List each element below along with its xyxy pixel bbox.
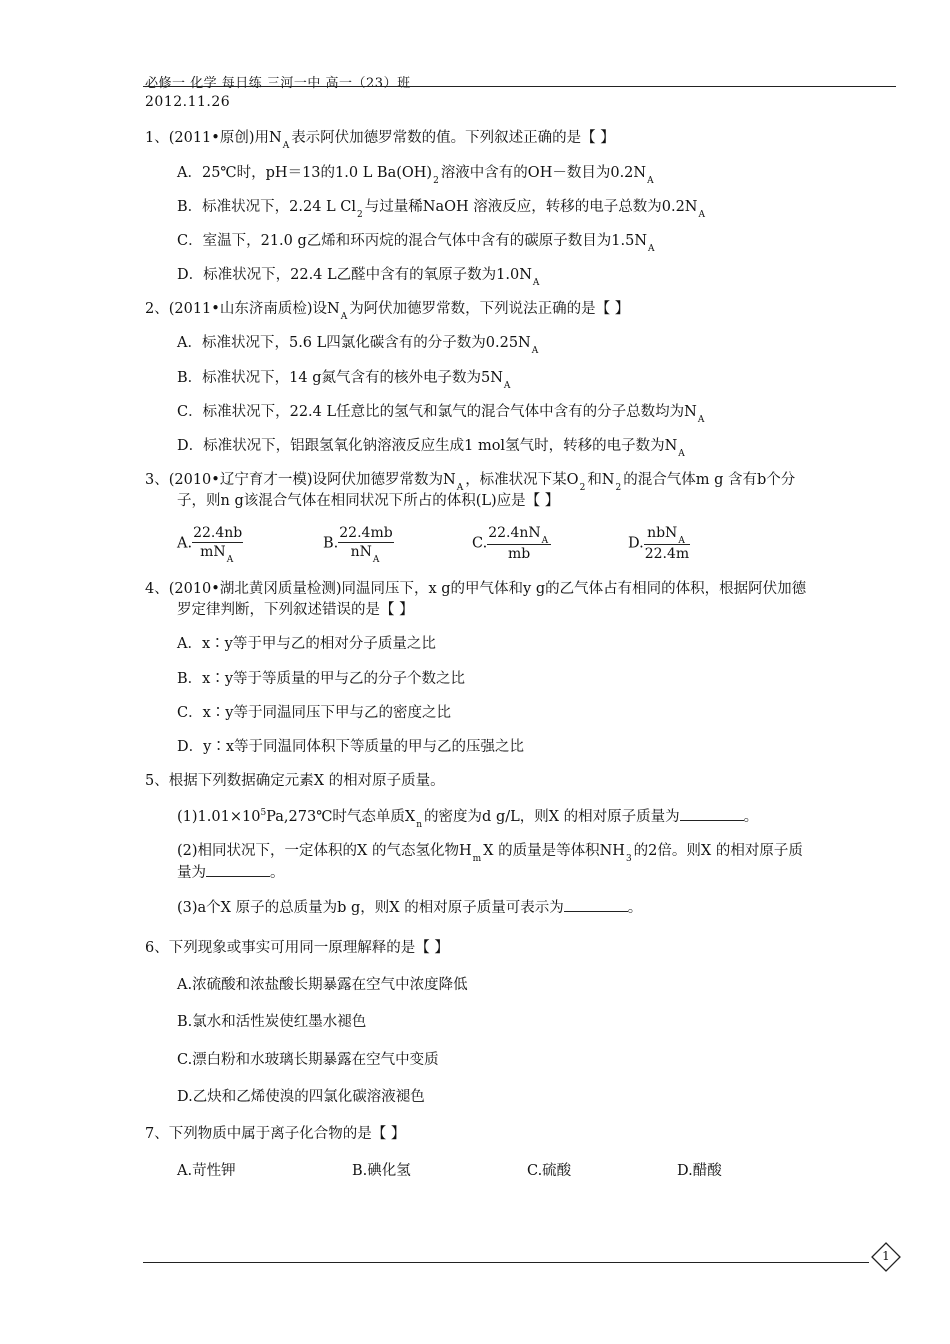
q4-option-b: B．x∶y等于等质量的甲与乙的分子个数之比 <box>177 671 466 687</box>
q3-option-d: D. $\frac{nbN_A}{22.4m}$ <box>628 525 690 562</box>
q1-option-b: B．标准状况下，2.24 L $Cl_2$ 与过量稀NaOH 溶液反应，转移的电子总数为$0.2N_A$ <box>177 199 705 220</box>
page-number: 1 <box>882 1249 890 1263</box>
q3-option-b: B. $\frac{22.4mb}{nN_A}$ <box>323 525 393 565</box>
q1-stem: 1、(2011•原创)用$N_A$ 表示阿伏加德罗常数的值。下列叙述正确的是【 】 <box>145 130 615 151</box>
q4-option-c: C．x∶y等于同温同压下甲与乙的密度之比 <box>177 705 451 721</box>
q7-option-c: C.硫酸 <box>527 1163 572 1179</box>
q5-part1-blank[interactable] <box>680 806 744 821</box>
header-date: 2012.11.26 <box>145 94 231 110</box>
q6-option-c: C.漂白粉和水玻璃长期暴露在空气中变质 <box>177 1052 439 1068</box>
q5-part3: (3)a个X 原子的总质量为b g，则X 的相对原子质量可表示为 。 <box>177 897 642 918</box>
q7-option-b: B.碘化氢 <box>352 1163 411 1179</box>
q3-stem-line1: 3、(2010•辽宁育才一模)设阿伏加德罗常数为$N_A$ ，标准状况下某$O_2$ 和$N_2$ 的混合气体m g 含有b个分 <box>145 472 796 493</box>
q7-option-a: A.苛性钾 <box>177 1163 236 1179</box>
q7-option-d: D.醋酸 <box>677 1163 722 1179</box>
q4-stem-line2: 罗定律判断，下列叙述错误的是【 】 <box>177 602 414 618</box>
page-number-badge <box>871 1242 901 1272</box>
q7-stem: 7、下列物质中属于离子化合物的是【 】 <box>145 1126 406 1142</box>
q6-option-d: D.乙炔和乙烯使溴的四氯化碳溶液褪色 <box>177 1089 425 1105</box>
q6-option-b: B.氯水和活性炭使红墨水褪色 <box>177 1014 367 1030</box>
q5-part1: $(1)1.01\times 10^5Pa,273℃$时气态单质$X_n$ 的密度为d g/L，则X 的相对原子质量为 。 <box>177 808 759 830</box>
q5-part3-blank[interactable] <box>564 897 628 912</box>
q3-stem-line2: 子，则n g该混合气体在相同状况下所占的体积(L)应是【 】 <box>177 493 560 509</box>
q2-stem: 2、(2011•山东济南质检)设$N_A$ 为阿伏加德罗常数，下列说法正确的是【 】 <box>145 301 630 322</box>
footer-rule <box>143 1262 869 1263</box>
q6-option-a: A.浓硫酸和浓盐酸长期暴露在空气中浓度降低 <box>177 977 468 993</box>
q6-stem: 6、下列现象或事实可用同一原理解释的是【 】 <box>145 940 449 956</box>
q5-part2-line1: (2)相同状况下，一定体积的X 的气态氢化物$H_m$ X 的质量是等体积$NH_3$ 的2倍。则X 的相对原子质 <box>177 843 803 864</box>
q5-part2-line2: 量为 。 <box>177 862 285 883</box>
q1-option-a: A．25℃时，pH＝13的1.0 L $Ba(OH)_2$ 溶液中含有的OH－数目为$0.2N_A$ <box>177 165 654 186</box>
header-title: 必修一 化学 每日练 三河一中 高一（23）班 <box>145 76 411 91</box>
q3-option-c: C. $\frac{22.4nN_A}{mb}$ <box>472 524 551 563</box>
q5-stem: 5、根据下列数据确定元素X 的相对原子质量。 <box>145 773 445 789</box>
q4-stem-line1: 4、(2010•湖北黄冈质量检测)同温同压下，x g的甲气体和y g的乙气体占有相同的体积，根据阿伏加德 <box>145 581 807 597</box>
q1-option-d: D．标准状况下，22.4 L乙醛中含有的氧原子数为$1.0N_A$ <box>177 267 540 288</box>
q4-option-a: A．x∶y等于甲与乙的相对分子质量之比 <box>177 636 436 652</box>
q2-option-c: C．标准状况下，22.4 L任意比的氢气和氯气的混合气体中含有的分子总数均为$N_A$ <box>177 404 705 425</box>
q3-option-a: A. $\frac{22.4nb}{mN_A}$ <box>177 525 243 565</box>
q4-option-d: D．y∶x等于同温同体积下等质量的甲与乙的压强之比 <box>177 739 524 755</box>
q5-part2-blank[interactable] <box>206 862 270 877</box>
q2-option-b: B．标准状况下，14 g氮气含有的核外电子数为$5N_A$ <box>177 370 511 391</box>
q2-option-d: D．标准状况下，铝跟氢氧化钠溶液反应生成1 mol氢气时，转移的电子数为$N_A$ <box>177 438 685 459</box>
header-rule <box>143 86 896 87</box>
q2-option-a: A．标准状况下，5.6 L四氯化碳含有的分子数为$0.25N_A$ <box>177 335 539 356</box>
q1-option-c: C．室温下，21.0 g乙烯和环丙烷的混合气体中含有的碳原子数目为$1.5N_A$ <box>177 233 655 254</box>
